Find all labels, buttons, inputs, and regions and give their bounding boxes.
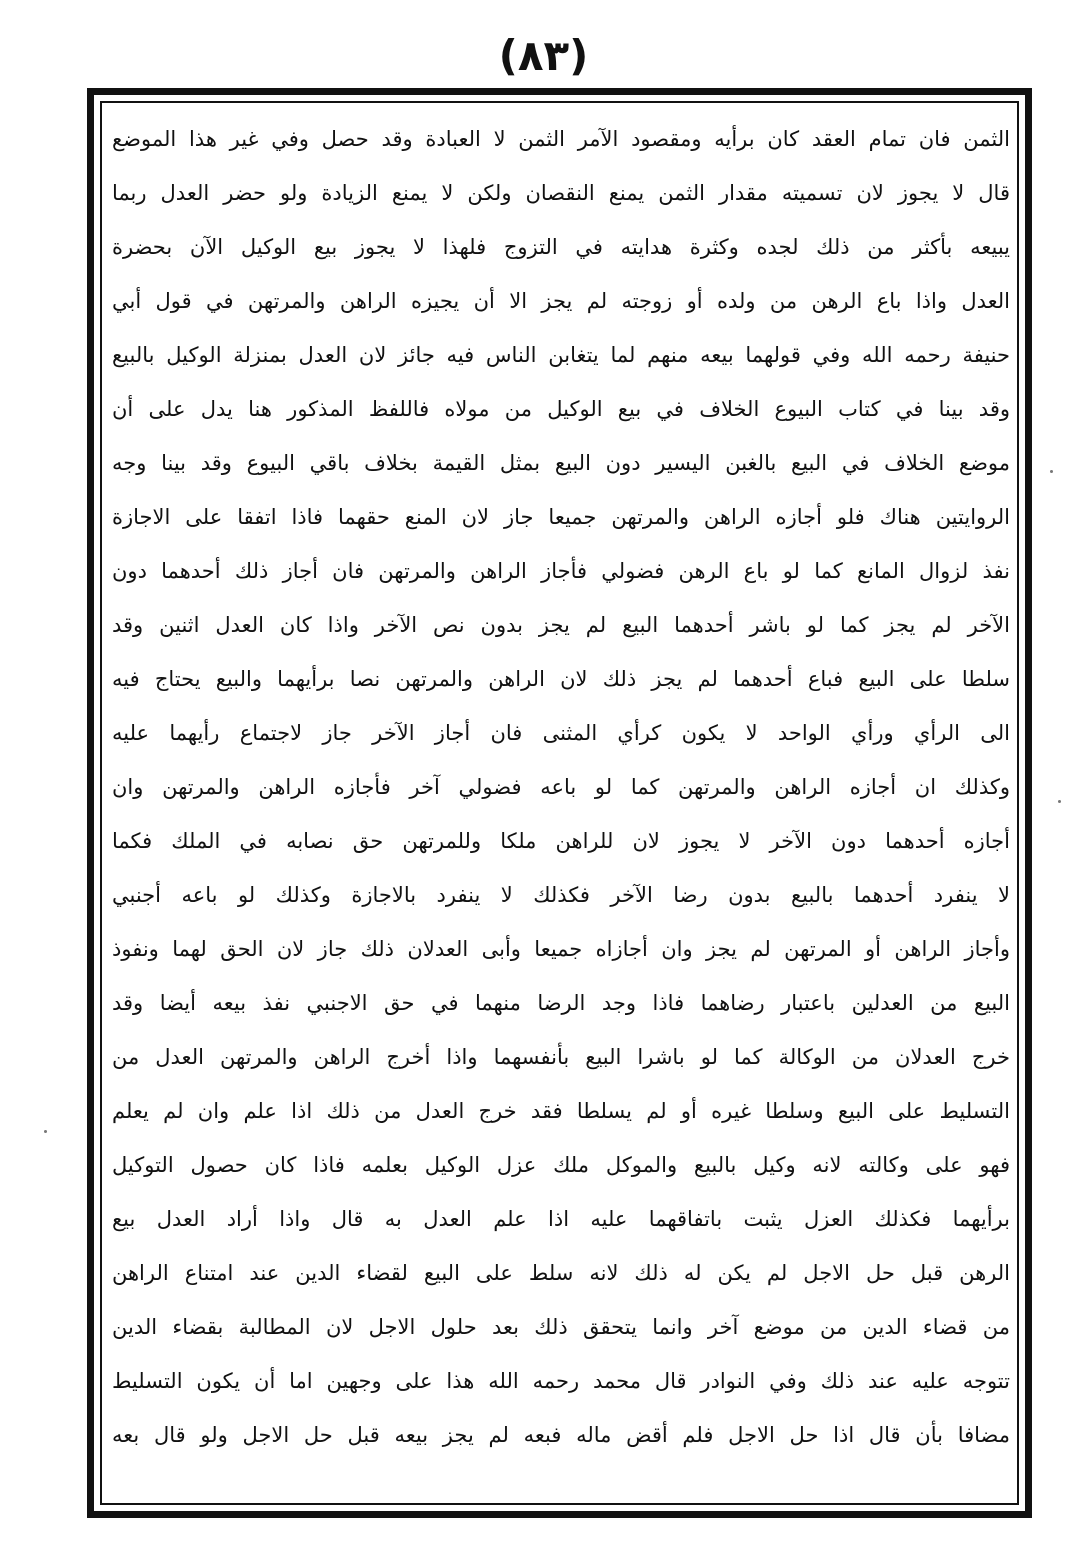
text-line: أجازه أحدهما دون الآخر لا يجوز لان للراهن ملكا وللمرتهن حق نصابه في الملك فكما — [112, 829, 1010, 853]
text-line: الثمن فان تمام العقد كان برأيه ومقصود الآمر الثمن لا العبادة وقد حصل وفي غير هذا الموضع — [112, 127, 1010, 151]
text-line: من قضاء الدين من موضع آخر وانما يتحقق ذلك بعد حلول الاجل لان المطالبة بقضاء الدين — [112, 1315, 1010, 1339]
text-line: الى الرأي ورأي الواحد لا يكون كرأي المثنى فان أجاز الآخر جاز لاجتماع رأيهما عليه — [112, 721, 1010, 745]
text-line: موضع الخلاف في البيع بالغبن اليسير دون البيع بمثل القيمة بخلاف باقي البيوع وقد بينا وجه — [112, 451, 1010, 475]
text-line: الآخر لم يجز كما لو باشر أحدهما البيع لم يجز بدون نص الآخر واذا كان العدل اثنين وقد — [112, 613, 1010, 637]
text-line: وقد بينا في كتاب البيوع الخلاف في بيع الوكيل من مولاه فاللفظ المذكور هنا يدل على أن — [112, 397, 1010, 421]
text-line: وأجاز الراهن أو المرتهن لم يجز وان أجازاه جميعا وأبى العدلان ذلك جاز لان الحق لهما ونفوذ — [112, 937, 1010, 961]
text-line: وكذلك ان أجازه الراهن والمرتهن كما لو باعه فضولي آخر فأجازه الراهن والمرتهن وان — [112, 775, 1010, 799]
text-line: نفذ لزوال المانع كما لو باع الرهن فضولي فأجاز الراهن والمرتهن فان أجاز ذلك أحدهما دون — [112, 559, 1010, 583]
text-line: العدل واذا باع الرهن من ولده أو زوجته لم يجز الا أن يجيزه الراهن والمرتهن في قول أبي — [112, 289, 1010, 313]
scan-speck — [44, 1130, 47, 1133]
text-block — [112, 112, 1010, 1472]
text-line: تتوجه عليه عند ذلك وفي النوادر قال محمد رحمه الله هذا على وجهين اما أن يكون التسليط — [112, 1369, 1010, 1393]
text-line: خرج العدلان من الوكالة كما لو باشرا البيع بأنفسهما واذا أخرج الراهن والمرتهن العدل من — [112, 1045, 1010, 1069]
text-line: برأيهما فكذلك العزل يثبت باتفاقهما عليه اذا علم العدل به قال واذا أراد العدل بيع — [112, 1207, 1010, 1231]
text-line: حنيفة رحمه الله وفي قولهما بيعه منهم لما يتغابن الناس فيه جائز لان العدل بمنزلة الوكيل بالبيع — [112, 343, 1010, 367]
text-line: سلطا على البيع فباع أحدهما لم يجز ذلك لان الراهن والمرتهن نصا برأيهما والبيع يحتاج فيه — [112, 667, 1010, 691]
text-line: لا ينفرد أحدهما بالبيع بدون رضا الآخر فكذلك لا ينفرد بالاجازة وكذلك لو باعه أجنبي — [112, 883, 1010, 907]
text-line: مضافا بأن قال اذا حل الاجل فلم أقض ماله فبعه لم يجز بيعه قبل حل الاجل ولو قال بعه — [112, 1423, 1010, 1447]
scan-speck — [1058, 800, 1061, 803]
text-line: البيع من العدلين باعتبار رضاهما فاذا وجد الرضا منهما في حق الاجنبي نفذ بيعه أيضا وقد — [112, 991, 1010, 1015]
text-line: الروايتين هناك فلو أجازه الراهن والمرتهن جميعا جاز لان المنع حقهما فاذا اتفقا على الاجازة — [112, 505, 1010, 529]
text-line: قال لا يجوز لان تسميته مقدار الثمن يمنع النقصان ولكن لا يمنع الزيادة ولو حضر العدل ربما — [112, 181, 1010, 205]
scan-speck — [1050, 470, 1053, 473]
text-line: يبيعه بأكثر من ذلك لجده وكثرة هدايته في التزوج فلهذا لا يجوز بيع الوكيل الآن بحضرة — [112, 235, 1010, 259]
text-line: فهو على وكالته لانه وكيل بالبيع والموكل ملك عزل الوكيل بعلمه فاذا كان حصول التوكيل — [112, 1153, 1010, 1177]
text-line: التسليط على البيع وسلطا غيره أو لم يسلطا فقد خرج العدل من ذلك اذا علم وان لم يعلم — [112, 1099, 1010, 1123]
text-line: الرهن قبل حل الاجل لم يكن له ذلك لانه سلط على البيع لقضاء الدين عند امتناع الراهن — [112, 1261, 1010, 1285]
page-number: (۸۳) — [498, 31, 589, 80]
